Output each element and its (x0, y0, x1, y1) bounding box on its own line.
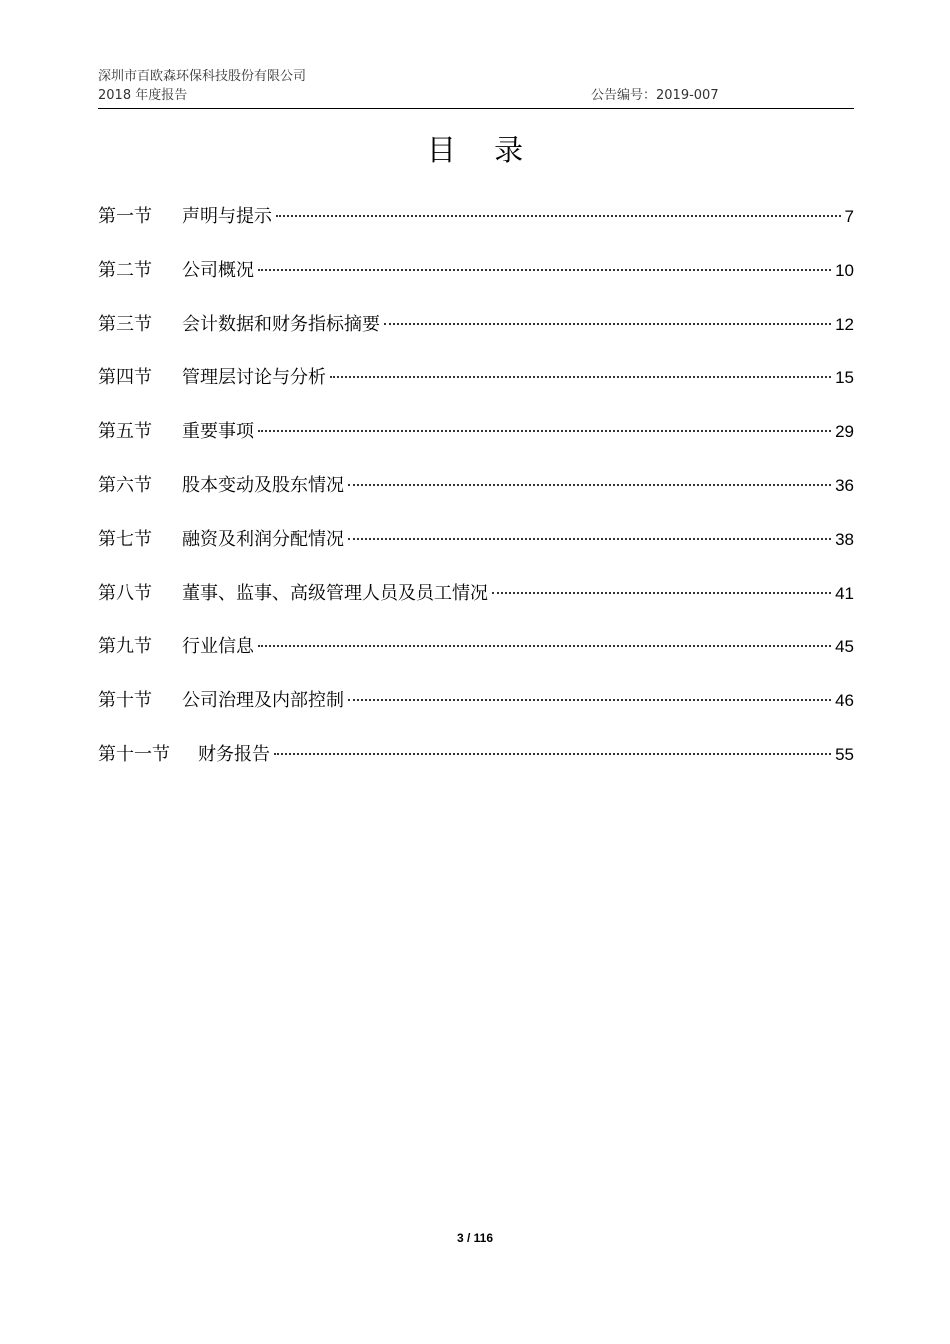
toc-section-number: 第五节 (98, 421, 152, 443)
toc-page-number: 46 (835, 691, 854, 711)
toc-entry-8[interactable] (98, 573, 854, 627)
toc-entry-9[interactable] (98, 626, 854, 680)
toc-dot-leader (274, 753, 831, 755)
toc-page-number: 36 (835, 475, 854, 495)
toc-entry-4[interactable] (98, 357, 854, 411)
toc-section-title: 董事、监事、高级管理人员及员工情况 (182, 582, 488, 604)
toc-entry-7[interactable] (98, 519, 854, 573)
report-name: 2018 年度报告 (98, 88, 188, 103)
toc-dot-leader (384, 323, 831, 325)
toc-entry-11[interactable] (98, 734, 854, 788)
toc-section-title: 融资及利润分配情况 (182, 528, 344, 550)
toc-dot-leader (258, 430, 831, 432)
toc-entry-5[interactable] (98, 411, 854, 465)
toc-entry-3[interactable] (98, 304, 854, 358)
toc-section-title: 财务报告 (198, 743, 270, 765)
toc-section-number: 第一节 (98, 206, 152, 227)
announcement-number: 公告编号：2019-007 (591, 88, 719, 103)
toc-section-title: 声明与提示 (182, 206, 272, 227)
toc-page-number: 15 (835, 368, 854, 388)
toc-page-number: 7 (844, 207, 854, 226)
toc-dot-leader (492, 592, 831, 594)
page-header (98, 66, 854, 109)
toc-dot-leader (258, 269, 831, 271)
toc-dot-leader (348, 484, 831, 486)
toc-page-number: 55 (835, 744, 854, 764)
page-number: 3 / 116 (456, 1231, 494, 1245)
toc-section-number: 第六节 (98, 474, 152, 496)
toc-page-number: 12 (835, 314, 854, 334)
toc-section-title: 管理层讨论与分析 (182, 367, 326, 389)
toc-dot-leader (348, 538, 831, 540)
company-name: 深圳市百欧森环保科技股份有限公司 (98, 69, 307, 84)
toc-section-title: 行业信息 (182, 636, 254, 658)
toc-dot-leader (258, 645, 831, 647)
toc-page-number: 38 (835, 529, 854, 549)
toc-page-number: 41 (835, 583, 854, 603)
toc-page-number: 10 (835, 260, 854, 280)
toc-page-number: 29 (835, 422, 854, 442)
toc-section-number: 第十一节 (98, 743, 170, 765)
toc-section-number: 第九节 (98, 636, 152, 658)
toc-section-number: 第八节 (98, 582, 152, 604)
toc-section-number: 第三节 (98, 313, 152, 335)
toc-section-number: 第七节 (98, 528, 152, 550)
toc-dot-leader (348, 699, 831, 701)
toc-page-number: 45 (835, 637, 854, 657)
table-of-contents (98, 196, 854, 788)
toc-section-number: 第十节 (98, 690, 152, 712)
toc-entry-1[interactable] (98, 196, 854, 250)
toc-section-number: 第四节 (98, 367, 152, 389)
toc-section-title: 股本变动及股东情况 (182, 474, 344, 496)
toc-dot-leader (330, 376, 831, 378)
toc-entry-6[interactable] (98, 465, 854, 519)
toc-section-title: 会计数据和财务指标摘要 (182, 313, 380, 335)
toc-section-title: 公司治理及内部控制 (182, 690, 344, 712)
toc-section-title: 重要事项 (182, 421, 254, 443)
toc-entry-2[interactable] (98, 250, 854, 304)
toc-dot-leader (276, 215, 841, 217)
page-title: 目 录 (426, 133, 538, 167)
toc-section-number: 第二节 (98, 259, 152, 281)
toc-entry-10[interactable] (98, 680, 854, 734)
toc-section-title: 公司概况 (182, 259, 254, 281)
